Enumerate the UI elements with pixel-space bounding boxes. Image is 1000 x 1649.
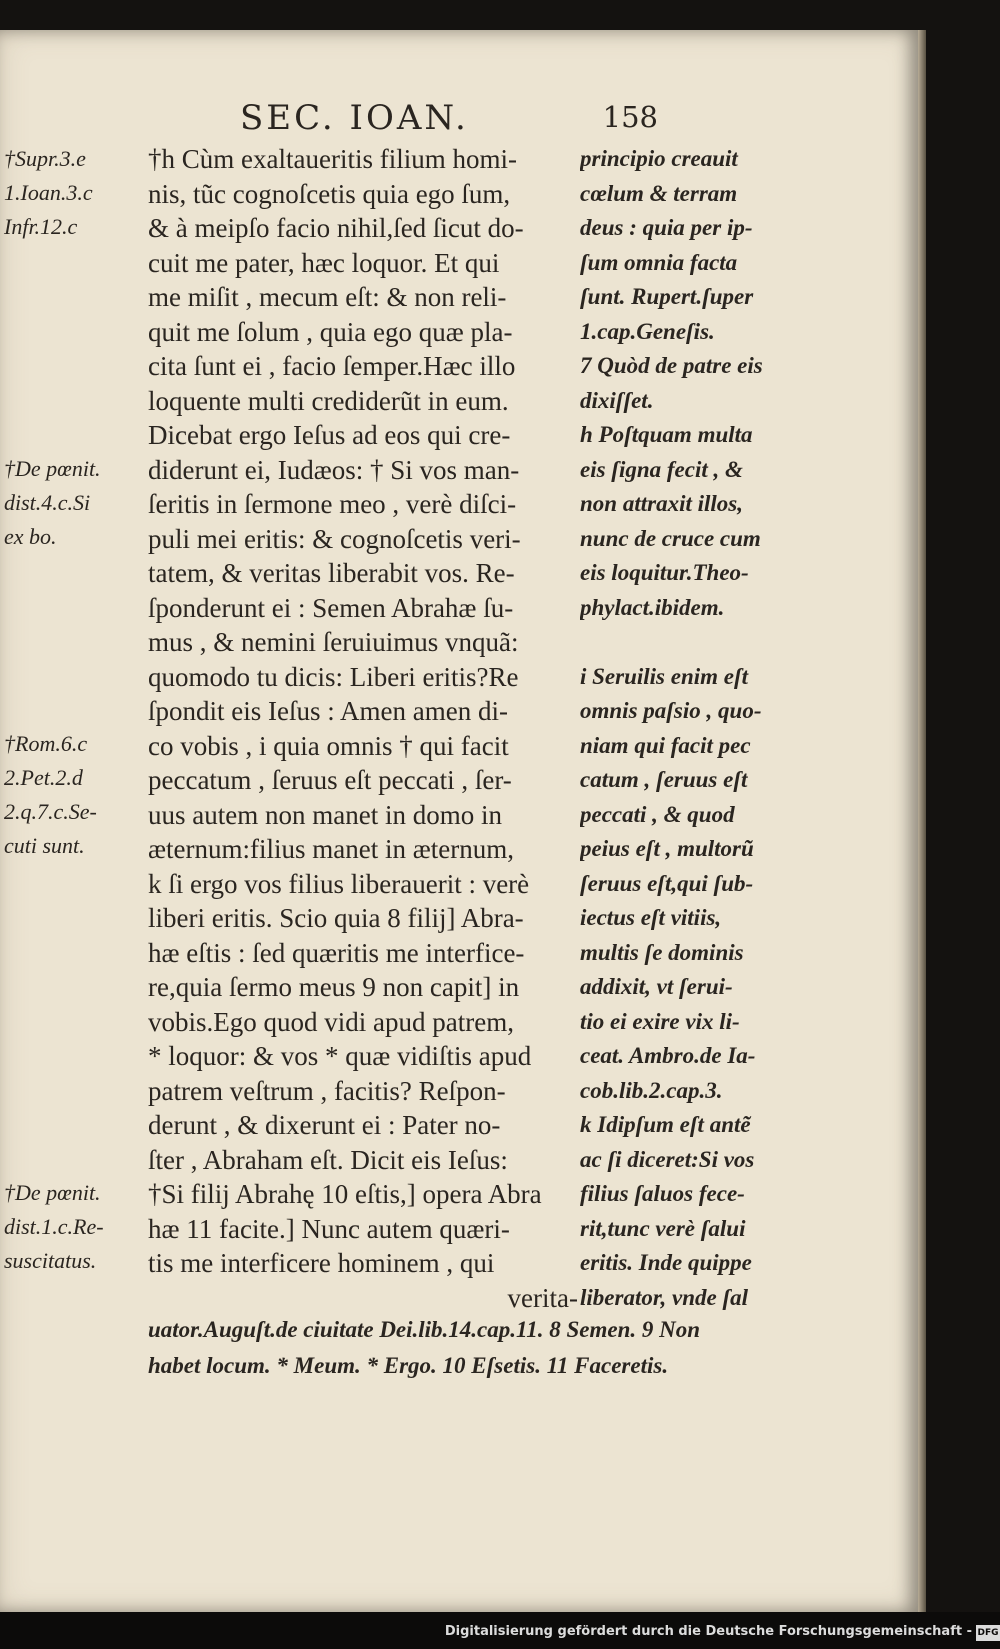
margin-note-line: dist.4.c.Si [4,490,91,515]
side-commentary-line: principio creauit [580,146,738,171]
side-commentary-line: cœlum & terram [580,180,738,206]
main-text-line: re,quia ſermo meus 9 non capit] in [148,972,520,1002]
side-commentary-line: filius ſaluos fece- [580,1181,745,1206]
main-text-line: tis me interficere hominem , qui [148,1248,495,1278]
margin-note-line: 1.Ioan.3.c [4,180,93,205]
main-text-line: ſeritis in ſermone meo , verè diſci- [148,489,517,519]
side-commentary-line: niam qui facit pec [580,732,751,758]
side-commentary-line: ſeruus eſt,qui ſub- [580,870,754,896]
side-commentary-line: tio ei exire vix li- [580,1008,740,1034]
side-commentary-line: eis loquitur.Theo- [580,560,749,585]
side-commentary-line: addixit, vt ſerui- [580,974,733,999]
side-commentary-line: i Seruilis enim eſt [580,663,749,689]
main-text-line: puli mei eritis: & cognoſcetis veri- [148,523,521,554]
side-commentary-line: deus : quia per ip- [580,215,753,240]
side-commentary-line: catum , ſeruus eſt [580,767,748,792]
main-text-line: quomodo tu dicis: Liberi eritis?Re [148,661,519,692]
main-text-line: æternum:filius manet in æternum, [148,834,514,864]
side-commentary-line: k Idipſum eſt antẽ [580,1112,751,1137]
margin-note-line: †De pœnit. [4,456,101,481]
side-commentary-line: 7 Quòd de patre eis [580,353,763,378]
side-commentary-line: ſunt. Rupert.ſuper [580,284,754,309]
main-text-line: diderunt ei, Iudæos: † Si vos man- [148,454,520,485]
main-text-line: ſter , Abraham eſt. Dicit eis Ieſus: [148,1144,508,1175]
side-commentary-line: omnis paſsio , quo- [580,698,762,723]
main-text-line: co vobis , i quia omnis † qui facit [148,730,509,761]
margin-note-line: †Rom.6.c [4,731,88,756]
side-commentary-line: peius eſt , multorũ [580,836,754,861]
main-text-line: hæ 11 facite.] Nunc autem quæri- [148,1213,510,1244]
side-commentary-line: ac ſi diceret:Si vos [580,1146,755,1172]
dfg-logo-icon: DFG [976,1625,1000,1641]
margin-note-line: ex bo. [4,524,57,549]
margin-note-line: †Supr.3.e [4,146,86,171]
page-edge [918,30,926,1612]
main-text-line: k ſi ergo vos filius liberauerit : verè [148,868,530,899]
margin-note-line: †De pœnit. [4,1180,101,1205]
margin-note-line: cuti sunt. [4,833,85,858]
side-commentary-line [580,625,798,660]
side-commentary-line: ceat. Ambro.de Ia- [580,1043,756,1068]
side-commentary-line: cob.lib.2.cap.3. [580,1077,723,1103]
footer-note-line: habet locum. * Meum. * Ergo. 10 Eſsetis. 11 Faceretis. [148,1353,669,1378]
side-commentary-line: eis ſigna fecit , & [580,456,743,482]
side-commentary-line: non attraxit illos, [580,491,743,516]
main-text-line: quit me ſolum , quia ego quæ pla- [148,316,513,347]
main-text-line: patrem veſtrum , facitis? Reſpon- [148,1075,506,1106]
credit-text: Digitalisierung gefördert durch die Deutsche Forschungsgemeinschaft - [444,1624,972,1639]
main-text-line: Dicebat ergo Ieſus ad eos qui cre- [148,420,511,450]
main-text-line: loquente multi crediderũt in eum. [148,385,509,416]
side-commentary-line: ſum omnia facta [580,249,738,275]
main-text-line: uus autem non manet in domo in [148,799,502,830]
side-commentary-line: nunc de cruce cum [580,525,761,551]
main-text-line: & à meipſo facio nihil,ſed ſicut do- [148,213,524,243]
main-text-line: †h Cùm exaltaueritis filium homi- [148,144,517,174]
main-text-line: hæ eſtis : ſed quæritis me interfice- [148,937,525,968]
footer-notes [148,1312,798,1392]
margin-note-line: dist.1.c.Re- [4,1214,104,1239]
main-text-line: ſpondit eis Ieſus : Amen amen di- [148,696,508,726]
main-text-line: derunt , & dixerunt ei : Pater no- [148,1110,501,1140]
side-commentary-line: h Poſtquam multa [580,422,753,447]
side-commentary-line: eritis. Inde quippe [580,1250,752,1275]
footer-note-line: uator.Auguſt.de ciuitate Dei.lib.14.cap.11. 8 Semen. 9 Non [148,1317,701,1342]
main-text-line: vobis.Ego quod vidi apud patrem, [148,1006,514,1037]
main-text-line: verita- [507,1282,578,1313]
page-header [230,76,670,140]
main-text-line: cuit me pater, hæc loquor. Et qui [148,247,500,278]
running-title: SEC. IOAN. [240,98,469,138]
main-text-line: * loquor: & vos * quæ vidiſtis apud [148,1041,532,1071]
main-text-line: mus , & nemini ſeruiuimus vnquã: [148,627,519,657]
side-commentary-line: 1.cap.Geneſis. [580,318,715,344]
main-text-line: †Si filij Abrahę 10 eſtis,] opera Abra [148,1179,542,1209]
side-commentary-line: phylact.ibidem. [580,594,725,620]
digitization-footer [0,1612,1000,1649]
main-text-line: tatem, & veritas liberabit vos. Re- [148,558,515,588]
main-text-line: cita ſunt ei , facio ſemper.Hæc illo [148,351,516,381]
side-commentary-line: peccati , & quod [580,801,735,827]
margin-note-line: 2.q.7.c.Se- [4,799,97,824]
side-commentary-line: dixiſſet. [580,387,654,413]
margin-note-line: suscitatus. [4,1248,97,1273]
main-text-line: ſponderunt ei : Semen Abrahæ ſu- [148,592,514,623]
main-text-line: peccatum , ſeruus eſt peccati , ſer- [148,765,512,795]
margin-notes-left [4,142,142,1342]
margin-note-line: 2.Pet.2.d [4,765,83,790]
main-text-line: me miſit , mecum eſt: & non reli- [148,282,507,312]
main-text-line: nis, tũc cognoſcetis quia ego ſum, [148,178,511,209]
page-number: 158 [602,100,658,134]
side-commentary-line: iectus eſt vitiis, [580,905,722,930]
side-commentary-line: rit,tunc verè ſalui [580,1215,746,1241]
side-commentary-line: liberator, vnde ſal [580,1284,749,1310]
main-text-line: liberi eritis. Scio quia 8 filij] Abra- [148,903,524,933]
side-commentary-column [580,142,798,1310]
side-commentary-line: multis ſe dominis [580,939,744,965]
main-text-column [148,142,578,1313]
margin-note-line: Infr.12.c [4,214,78,239]
